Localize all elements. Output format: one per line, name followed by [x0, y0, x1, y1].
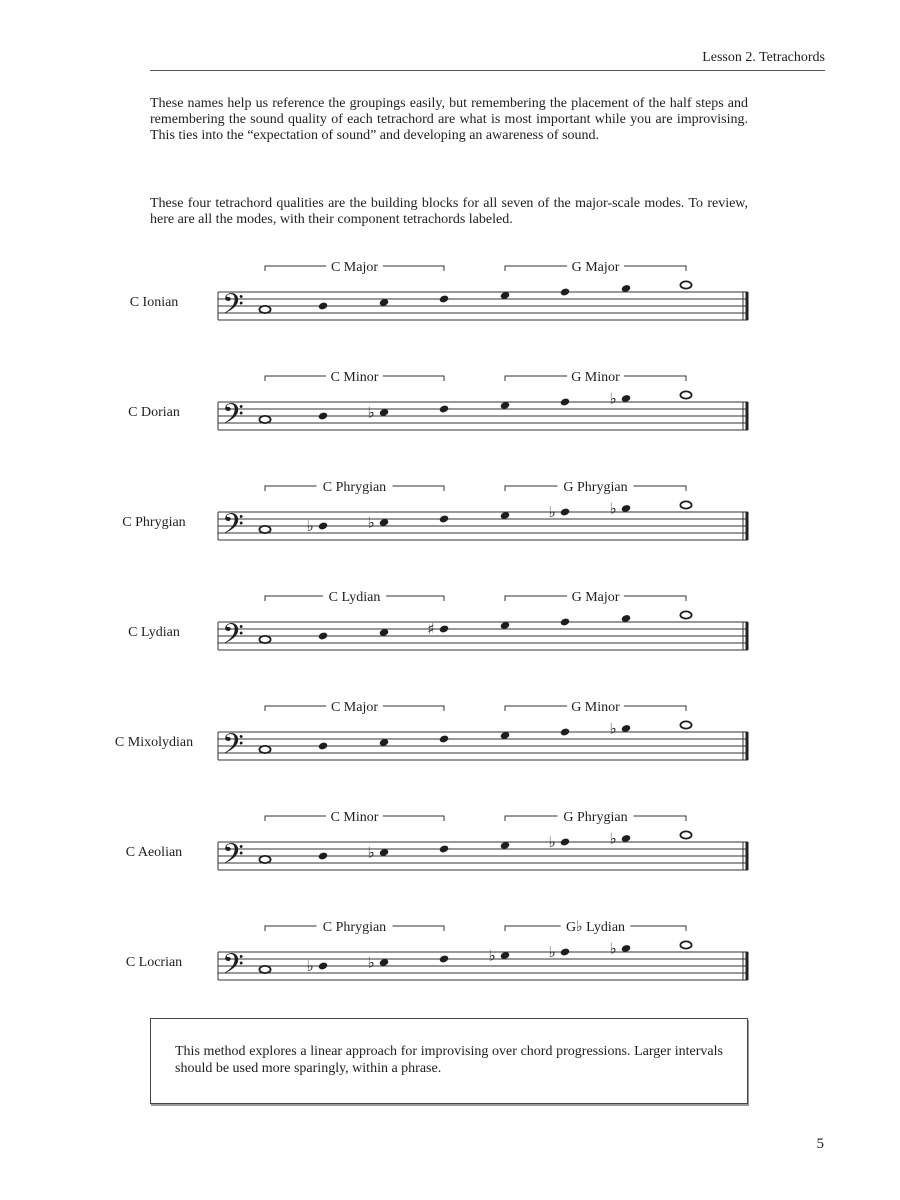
staff — [218, 622, 748, 650]
staff — [218, 952, 748, 980]
bracket-line-right — [624, 376, 686, 381]
bass-clef-icon: 𝄢 — [222, 948, 244, 988]
whole-note-head — [259, 306, 270, 313]
bracket-line-right — [624, 706, 686, 711]
note-head — [560, 397, 570, 406]
note-head — [439, 404, 449, 413]
tetrachord-label-upper: G Phrygian — [563, 480, 628, 495]
bracket-line-left — [265, 486, 317, 491]
staff — [218, 512, 748, 540]
staff — [218, 292, 748, 320]
tetrachord-bracket-upper — [505, 260, 686, 275]
tetrachord-bracket-lower — [265, 260, 444, 275]
whole-note-head — [680, 391, 691, 398]
flat-icon: ♭ — [548, 943, 556, 961]
tetrachord-label-upper: G Major — [571, 590, 620, 605]
tetrachord-bracket-upper — [505, 480, 686, 495]
flat-icon: ♭ — [609, 389, 617, 408]
note — [367, 514, 389, 532]
tetrachord-label-upper: G Minor — [571, 700, 620, 715]
page-number: 5 — [816, 1136, 824, 1152]
note — [259, 416, 270, 423]
bracket-line-left — [505, 816, 558, 821]
bracket-line-right — [624, 596, 686, 601]
flat-icon: ♭ — [306, 517, 314, 535]
note — [680, 941, 691, 948]
note — [367, 954, 389, 972]
whole-note-head — [680, 501, 691, 508]
mode-name: C Aeolian — [125, 845, 183, 860]
flat-icon: ♭ — [367, 513, 375, 532]
flat-icon: ♭ — [367, 403, 375, 422]
bracket-line-left — [505, 266, 567, 271]
tetrachord-label-lower: C Minor — [330, 370, 379, 385]
note — [259, 856, 270, 863]
note — [318, 631, 328, 640]
tetrachord-label-lower: C Phrygian — [322, 480, 387, 495]
bracket-line-left — [265, 926, 317, 931]
note — [439, 294, 449, 303]
bracket-line-left — [505, 596, 567, 601]
mode-name: C Dorian — [128, 405, 180, 420]
bracket-line-left — [505, 486, 558, 491]
tetrachord-bracket-upper — [505, 370, 686, 385]
note — [259, 966, 270, 973]
note-head — [318, 301, 328, 310]
bass-clef-icon: 𝄢 — [222, 288, 244, 328]
note — [439, 404, 449, 413]
bracket-line-left — [265, 266, 326, 271]
bracket-line-left — [265, 706, 326, 711]
note — [560, 617, 570, 626]
tetrachord-bracket-lower — [265, 700, 444, 715]
bracket-line-right — [386, 596, 444, 601]
mode-5 — [126, 810, 748, 878]
flat-icon: ♭ — [609, 829, 617, 848]
bracket-line-right — [383, 266, 444, 271]
tetrachord-bracket-lower — [265, 480, 444, 495]
whole-note-head — [259, 526, 270, 533]
note — [609, 390, 631, 408]
mode-name: C Ionian — [129, 295, 179, 310]
note — [560, 397, 570, 406]
tetrachord-label-upper: G♭ Lydian — [565, 920, 626, 935]
mode-3 — [128, 590, 748, 658]
mode-1 — [128, 370, 748, 438]
note — [560, 727, 570, 736]
bracket-line-right — [383, 706, 444, 711]
note — [680, 391, 691, 398]
note — [259, 526, 270, 533]
note-head — [560, 837, 570, 846]
flat-icon: ♭ — [306, 957, 314, 975]
note-head — [318, 851, 328, 860]
note-head — [318, 961, 328, 970]
note — [367, 404, 389, 422]
note-head — [318, 521, 328, 530]
note — [680, 611, 691, 618]
callout-text: This method explores a linear approach for improvising over chord progressions. Larger intervals should be used more sparingly, within a phrase. — [175, 1044, 723, 1076]
mode-name: C Phrygian — [122, 515, 186, 530]
note — [680, 831, 691, 838]
staff — [218, 732, 748, 760]
note — [560, 287, 570, 296]
flat-icon: ♭ — [488, 946, 496, 965]
note-head — [560, 287, 570, 296]
flat-icon: ♭ — [367, 953, 375, 972]
intro-paragraph-1: These names help us reference the groupings easily, but remembering the placement of the half steps and remembering the sound quality of each tetrachord are what is most important while you are improvising. This ties into the “expectation of sound” and developing an awareness of sound. — [150, 96, 748, 143]
note-head — [439, 294, 449, 303]
bracket-line-right — [624, 266, 686, 271]
bracket-line-left — [505, 926, 561, 931]
whole-note-head — [680, 941, 691, 948]
note-head — [560, 617, 570, 626]
bracket-line-right — [634, 816, 687, 821]
bass-clef-icon: 𝄢 — [222, 838, 244, 878]
note-head — [439, 624, 449, 633]
mode-0 — [130, 260, 748, 328]
staff — [218, 842, 748, 870]
note — [680, 501, 691, 508]
bracket-line-right — [393, 486, 445, 491]
note-head — [439, 734, 449, 743]
tetrachord-label-lower: C Phrygian — [322, 920, 387, 935]
note — [259, 306, 270, 313]
note — [609, 940, 631, 958]
tetrachord-bracket-lower — [265, 810, 444, 825]
tetrachord-bracket-lower — [265, 590, 444, 605]
whole-note-head — [680, 831, 691, 838]
tetrachord-bracket-upper — [505, 810, 686, 825]
flat-icon: ♭ — [367, 843, 375, 862]
note — [439, 954, 449, 963]
mode-6 — [126, 920, 748, 988]
whole-note-head — [680, 721, 691, 728]
mode-4 — [115, 700, 748, 768]
note-head — [560, 507, 570, 516]
note — [367, 844, 389, 862]
bass-clef-icon: 𝄢 — [222, 618, 244, 658]
flat-icon: ♭ — [609, 939, 617, 958]
bracket-line-right — [383, 376, 444, 381]
bracket-line-right — [634, 486, 687, 491]
whole-note-head — [680, 281, 691, 288]
note — [318, 301, 328, 310]
note-head — [318, 631, 328, 640]
page-header-title: Lesson 2. Tetrachords — [702, 50, 825, 65]
flat-icon: ♭ — [548, 833, 556, 851]
mode-name: C Mixolydian — [114, 735, 194, 750]
flat-icon: ♭ — [609, 499, 617, 518]
note — [318, 741, 328, 750]
mode-name: C Locrian — [125, 955, 183, 970]
note — [259, 746, 270, 753]
note — [318, 851, 328, 860]
sharp-icon: ♯ — [427, 620, 435, 638]
note-head — [439, 514, 449, 523]
note-head — [439, 954, 449, 963]
note-head — [318, 411, 328, 420]
tetrachord-label-upper: G Minor — [571, 370, 620, 385]
bracket-line-left — [265, 376, 326, 381]
mode-2 — [122, 480, 748, 548]
bass-clef-icon: 𝄢 — [222, 398, 244, 438]
tetrachord-bracket-lower — [265, 920, 444, 935]
tetrachord-label-lower: C Major — [330, 260, 379, 275]
note-head — [318, 741, 328, 750]
note — [609, 830, 631, 848]
bass-clef-icon: 𝄢 — [222, 508, 244, 548]
note — [439, 844, 449, 853]
tetrachord-bracket-upper — [505, 700, 686, 715]
bracket-line-right — [630, 926, 686, 931]
tetrachord-label-upper: G Major — [571, 260, 620, 275]
callout-box — [150, 1018, 748, 1104]
intro-paragraph-2: These four tetrachord qualities are the building blocks for all seven of the major-scale modes. To review, here are all the modes, with their component tetrachords labeled. — [150, 196, 748, 227]
note — [318, 411, 328, 420]
tetrachord-label-lower: C Lydian — [328, 590, 381, 605]
note-head — [560, 947, 570, 956]
tetrachord-label-lower: C Major — [330, 700, 379, 715]
whole-note-head — [259, 966, 270, 973]
note — [488, 947, 510, 965]
note-head — [560, 727, 570, 736]
note — [259, 636, 270, 643]
staff — [218, 402, 748, 430]
tetrachord-bracket-upper — [505, 590, 686, 605]
bracket-line-left — [265, 596, 323, 601]
note-head — [439, 844, 449, 853]
whole-note-head — [259, 636, 270, 643]
tetrachord-label-lower: C Minor — [330, 810, 379, 825]
flat-icon: ♭ — [609, 719, 617, 738]
tetrachord-label-upper: G Phrygian — [563, 810, 628, 825]
whole-note-head — [259, 856, 270, 863]
whole-note-head — [259, 746, 270, 753]
tetrachord-bracket-lower — [265, 370, 444, 385]
bass-clef-icon: 𝄢 — [222, 728, 244, 768]
bracket-line-left — [265, 816, 326, 821]
flat-icon: ♭ — [548, 503, 556, 521]
whole-note-head — [259, 416, 270, 423]
bracket-line-left — [505, 376, 567, 381]
note — [439, 514, 449, 523]
note — [609, 500, 631, 518]
note — [680, 721, 691, 728]
mode-name: C Lydian — [128, 625, 180, 640]
tetrachord-bracket-upper — [505, 920, 686, 935]
bracket-line-right — [393, 926, 445, 931]
bracket-line-left — [505, 706, 567, 711]
note — [680, 281, 691, 288]
note — [609, 720, 631, 738]
bracket-line-right — [383, 816, 444, 821]
whole-note-head — [680, 611, 691, 618]
note — [439, 734, 449, 743]
